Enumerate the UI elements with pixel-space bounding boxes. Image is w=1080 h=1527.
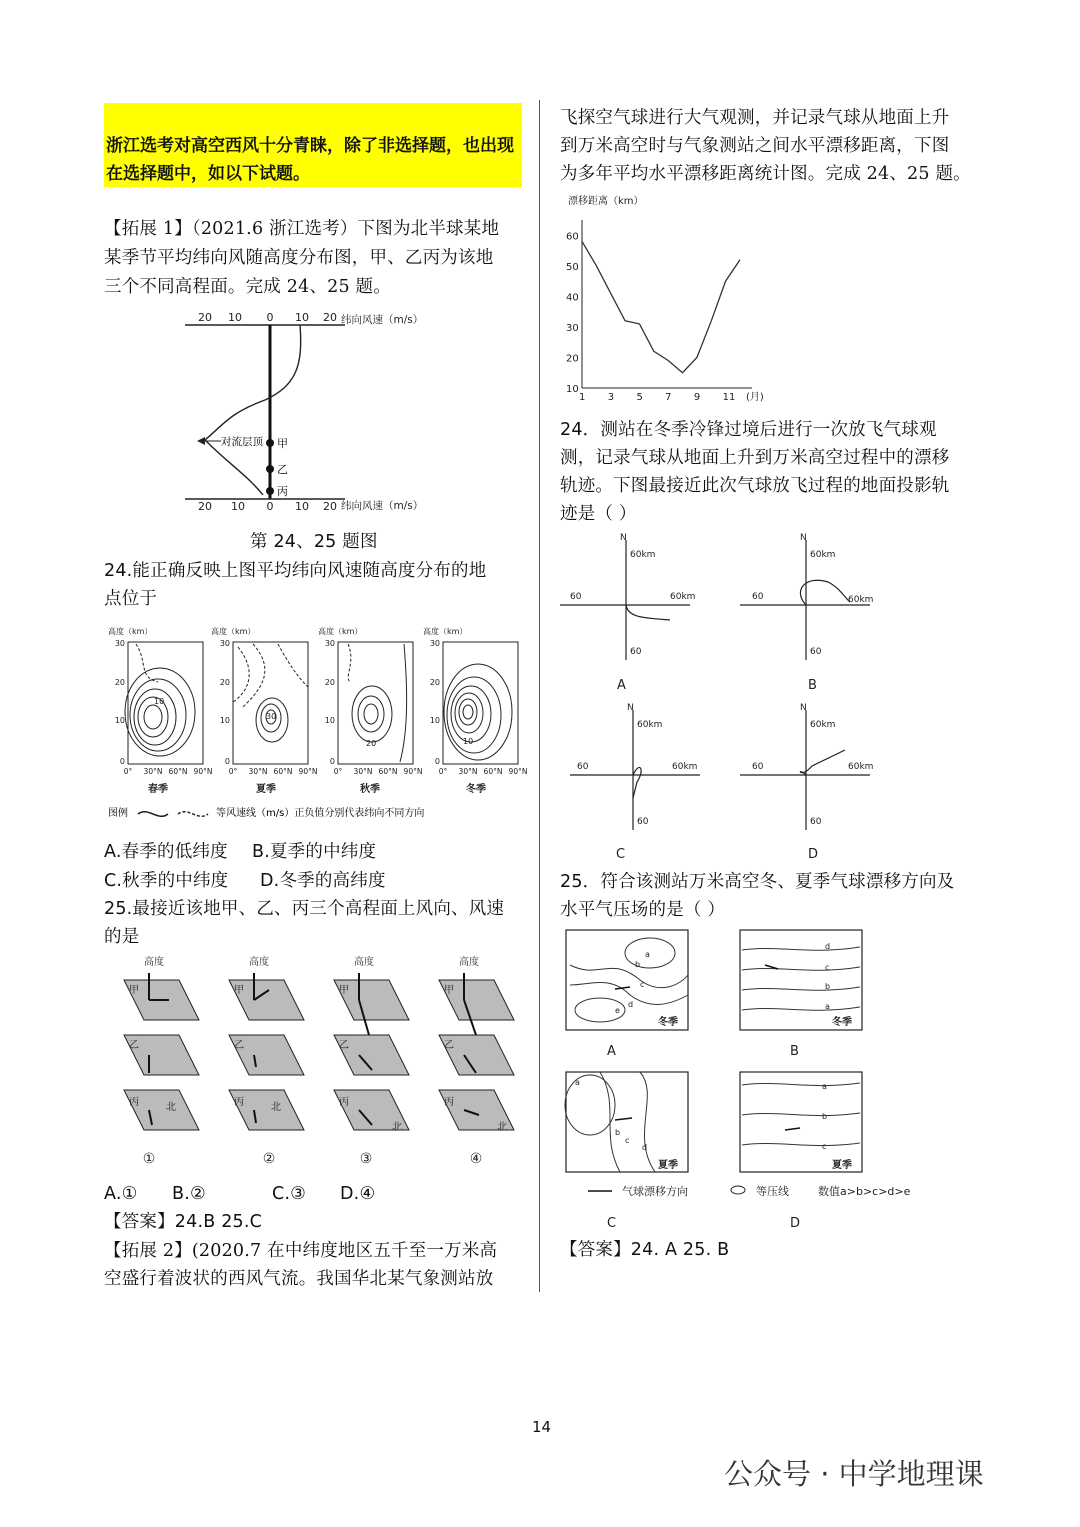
- svg-text:20: 20: [429, 678, 440, 687]
- q25-line-1: 25.最接近该地甲、乙、丙三个高程面上风向、风速: [104, 899, 505, 919]
- top-tick: 10: [295, 311, 309, 324]
- bottom-tick: 20: [323, 500, 337, 513]
- svg-text:60°N: 60°N: [168, 767, 188, 776]
- point-bing: 丙: [277, 485, 288, 498]
- svg-text:d: d: [825, 942, 831, 951]
- svg-text:冬季: 冬季: [832, 1017, 852, 1028]
- rq25-line-2: 水平气压场的是（ ）: [560, 900, 726, 920]
- column-divider: [539, 100, 540, 1292]
- svg-text:60km: 60km: [810, 720, 836, 730]
- bottom-axis-label: 纬向风速（m/s）: [341, 500, 424, 512]
- svg-text:0°: 0°: [438, 767, 448, 776]
- svg-text:0: 0: [329, 757, 335, 766]
- svg-text:高度: 高度: [459, 957, 479, 968]
- svg-text:0°: 0°: [228, 767, 238, 776]
- traj-label-a: A: [617, 678, 626, 693]
- wind-planes-figure: [104, 955, 529, 1170]
- trajectory-figure: [560, 530, 900, 865]
- svg-text:北: 北: [166, 1102, 176, 1113]
- q25-opt-d: D.④: [340, 1184, 376, 1204]
- svg-text:北: 北: [392, 1122, 402, 1133]
- svg-text:10: 10: [114, 716, 125, 725]
- svg-text:a: a: [575, 1078, 580, 1087]
- svg-text:甲: 甲: [339, 985, 349, 996]
- season-spring: 春季: [148, 784, 168, 795]
- svg-text:乙: 乙: [444, 1040, 454, 1051]
- xtick-label: 7: [665, 392, 672, 403]
- drift-series-line: [582, 241, 740, 372]
- svg-text:丙: 丙: [129, 1097, 139, 1108]
- svg-text:c: c: [825, 963, 830, 972]
- ext1-line-3: 三个不同高程面。完成 24、25 题。: [104, 277, 391, 297]
- bottom-tick: 10: [231, 500, 245, 513]
- svg-text:0°: 0°: [123, 767, 133, 776]
- xtick-label: 3: [607, 392, 615, 403]
- traj-a: [626, 605, 670, 620]
- q24-line-1: 24.能正确反映上图平均纬向风速随高度分布的地: [104, 561, 487, 581]
- fig1-caption: 第 24、25 题图: [250, 532, 378, 552]
- traj-c: [633, 767, 641, 798]
- svg-text:0: 0: [434, 757, 440, 766]
- svg-text:20: 20: [366, 739, 377, 748]
- svg-text:60°N: 60°N: [378, 767, 398, 776]
- press-label-d: D: [790, 1216, 801, 1231]
- point-jia: 甲: [277, 437, 288, 450]
- svg-text:60km: 60km: [810, 550, 836, 560]
- q25-opt-b: B.②: [172, 1184, 206, 1204]
- ext2-line-1: 【拓展 2】(2020.7 在中纬度地区五千至一万米高: [104, 1241, 498, 1261]
- svg-text:20: 20: [219, 678, 230, 687]
- svg-text:60: 60: [577, 762, 589, 772]
- svg-text:90°N: 90°N: [508, 767, 528, 776]
- svg-text:60°N: 60°N: [483, 767, 503, 776]
- svg-text:a: a: [822, 1082, 827, 1091]
- svg-text:30: 30: [429, 639, 440, 648]
- legend-value: 数值a>b>c>d>e: [818, 1185, 911, 1198]
- svg-text:90°N: 90°N: [193, 767, 213, 776]
- svg-text:d: d: [628, 1000, 634, 1009]
- svg-text:a: a: [825, 1002, 830, 1011]
- svg-text:丙: 丙: [339, 1097, 349, 1108]
- svg-text:c: c: [640, 980, 645, 989]
- svg-text:30: 30: [324, 639, 335, 648]
- svg-text:北: 北: [497, 1122, 507, 1133]
- svg-text:N: N: [800, 703, 807, 713]
- svg-text:30: 30: [219, 639, 230, 648]
- intro-line-2: 到万米高空时与气象测站之间水平漂移距离，下图: [560, 136, 950, 156]
- rq24-line-4: 迹是（ ）: [560, 504, 637, 524]
- footer-watermark: 公众号 · 中学地理课: [724, 1457, 984, 1491]
- contour-panel-summer: [233, 642, 308, 764]
- svg-text:N: N: [627, 703, 634, 713]
- option-num-1: ①: [142, 1151, 156, 1167]
- svg-text:60: 60: [810, 647, 822, 657]
- svg-text:甲: 甲: [234, 985, 244, 996]
- rq25-line-1: 25．符合该测站万米高空冬、夏季气球漂移方向及: [560, 872, 955, 892]
- svg-text:高度: 高度: [144, 957, 164, 968]
- legend-prefix: 图例: [108, 808, 128, 819]
- xtick-label: 9: [693, 392, 701, 403]
- point-yi: 乙: [277, 463, 288, 476]
- svg-text:10: 10: [463, 737, 474, 746]
- svg-text:90°N: 90°N: [403, 767, 423, 776]
- svg-text:乙: 乙: [234, 1040, 244, 1051]
- svg-text:甲: 甲: [444, 985, 454, 996]
- pressure-field-figure: [560, 925, 980, 1235]
- svg-text:高度（km）: 高度（km）: [211, 627, 256, 636]
- svg-text:北: 北: [271, 1102, 281, 1113]
- option-num-4: ④: [469, 1151, 483, 1167]
- ytick-label: 40: [566, 292, 579, 304]
- svg-text:60: 60: [630, 647, 642, 657]
- svg-text:60: 60: [570, 592, 582, 602]
- contour-panel-winter: [443, 642, 518, 764]
- svg-text:高度: 高度: [249, 957, 269, 968]
- banner-text: 浙江选考对高空西风十分青睐，除了非选择题，也出现在选择题中，如以下试题。: [106, 136, 514, 184]
- svg-text:90°N: 90°N: [298, 767, 318, 776]
- traj-d: [800, 750, 845, 775]
- svg-text:0: 0: [224, 757, 230, 766]
- ytick-label: 60: [566, 231, 579, 243]
- svg-text:10: 10: [219, 716, 230, 725]
- season-autumn: 秋季: [360, 784, 380, 795]
- svg-text:20: 20: [324, 678, 335, 687]
- svg-text:丙: 丙: [234, 1097, 244, 1108]
- svg-text:高度（km）: 高度（km）: [318, 627, 363, 636]
- svg-text:甲: 甲: [129, 985, 139, 996]
- svg-text:60km: 60km: [848, 762, 874, 772]
- svg-text:10: 10: [429, 716, 440, 725]
- intro-line-1: 飞探空气球进行大气观测，并记录气球从地面上升: [560, 108, 950, 128]
- xtick-label: 5: [636, 392, 643, 403]
- svg-text:高度: 高度: [354, 957, 374, 968]
- press-label-c: C: [607, 1216, 617, 1231]
- option-num-3: ③: [359, 1151, 373, 1167]
- top-tick: 20: [323, 311, 337, 324]
- legend-isobar: 等压线: [756, 1185, 789, 1198]
- top-axis-label: 纬向风速（m/s）: [341, 314, 424, 326]
- svg-text:高度（km）: 高度（km）: [423, 627, 468, 636]
- traj-label-d: D: [808, 847, 819, 862]
- svg-text:b: b: [825, 982, 831, 991]
- svg-text:30°N: 30°N: [248, 767, 268, 776]
- svg-text:0: 0: [119, 757, 125, 766]
- top-tick: 0: [266, 311, 274, 324]
- q25-opt-a: A.①: [104, 1184, 138, 1204]
- rq24-line-2: 测，记录气球从地面上升到万米高空过程中的漂移: [560, 448, 950, 468]
- option-num-2: ②: [262, 1151, 276, 1167]
- rq24-line-3: 轨迹。下图最接近此次气球放飞过程的地面投影轨: [560, 476, 950, 496]
- ytick-label: 50: [566, 261, 579, 273]
- bottom-tick: 0: [266, 500, 274, 513]
- ext1-line-2: 某季节平均纬向风随高度分布图，甲、乙丙为该地: [104, 248, 494, 268]
- q24-line-2: 点位于: [104, 589, 158, 609]
- ytick-label: 20: [566, 353, 579, 365]
- svg-text:夏季: 夏季: [832, 1160, 852, 1171]
- svg-text:60km: 60km: [670, 592, 696, 602]
- svg-text:60: 60: [752, 592, 764, 602]
- svg-text:0°: 0°: [333, 767, 343, 776]
- answer-2: 【答案】24. A 25. B: [560, 1240, 730, 1260]
- svg-text:60: 60: [752, 762, 764, 772]
- svg-text:b: b: [635, 960, 641, 969]
- traj-b: [800, 580, 850, 605]
- svg-text:60km: 60km: [672, 762, 698, 772]
- svg-text:30°N: 30°N: [353, 767, 373, 776]
- q25-opt-c: C.③: [272, 1184, 307, 1204]
- q25-line-2: 的是: [104, 927, 140, 947]
- ext1-line-1: 【拓展 1】（2021.6 浙江选考）下图为北半球某地: [104, 219, 500, 239]
- svg-text:乙: 乙: [339, 1040, 349, 1051]
- svg-text:c: c: [822, 1142, 827, 1151]
- svg-text:60km: 60km: [637, 720, 663, 730]
- svg-text:N: N: [620, 533, 627, 543]
- legend-arrow: 气球漂移方向: [622, 1185, 688, 1198]
- q24-opt-c: C.秋季的中纬度: [104, 871, 229, 891]
- xtick-label: 11: [722, 392, 736, 403]
- svg-text:e: e: [615, 1006, 620, 1015]
- legend-text: 等风速线（m/s）正负值分别代表纬向不同方向: [216, 808, 425, 819]
- wind-profile-figure: [175, 305, 445, 520]
- season-summer: 夏季: [256, 784, 276, 795]
- tropopause-label: 对流层顶: [221, 436, 263, 448]
- svg-text:30°N: 30°N: [458, 767, 478, 776]
- svg-text:N: N: [800, 533, 807, 543]
- svg-text:60°N: 60°N: [273, 767, 293, 776]
- svg-text:冬季: 冬季: [658, 1017, 678, 1028]
- season-winter: 冬季: [466, 784, 486, 795]
- ytick-label: 30: [566, 322, 579, 334]
- ytick-label: 10: [566, 384, 579, 395]
- drift-distance-chart: [560, 190, 764, 410]
- svg-text:30°N: 30°N: [143, 767, 163, 776]
- bottom-tick: 20: [198, 500, 212, 513]
- svg-text:10: 10: [154, 697, 165, 706]
- svg-text:b: b: [822, 1112, 828, 1121]
- rq24-line-1: 24．测站在冬季冷锋过境后进行一次放飞气球观: [560, 420, 937, 440]
- contour-ylabel: 高度（km）: [108, 627, 153, 636]
- svg-text:a: a: [645, 950, 650, 959]
- chart-ylabel: 漂移距离（km）: [568, 196, 644, 207]
- svg-text:d: d: [642, 1143, 648, 1152]
- svg-text:30: 30: [114, 639, 125, 648]
- svg-text:夏季: 夏季: [658, 1160, 678, 1171]
- q24-opt-d: D.冬季的高纬度: [260, 871, 386, 891]
- svg-text:30: 30: [266, 712, 277, 721]
- top-tick: 10: [228, 311, 242, 324]
- svg-text:丙: 丙: [444, 1097, 454, 1108]
- svg-text:60: 60: [810, 817, 822, 827]
- bottom-tick: 10: [295, 500, 309, 513]
- svg-text:10: 10: [324, 716, 335, 725]
- svg-text:乙: 乙: [129, 1040, 139, 1051]
- svg-text:60km: 60km: [630, 550, 656, 560]
- svg-text:b: b: [615, 1128, 621, 1137]
- traj-label-b: B: [808, 678, 817, 693]
- traj-label-c: C: [616, 847, 626, 862]
- top-tick: 20: [198, 311, 212, 324]
- xtick-label: 1: [579, 392, 586, 403]
- q24-opt-b: B.夏季的中纬度: [252, 842, 377, 862]
- seasonal-contour-figure: [108, 622, 533, 827]
- svg-text:60km: 60km: [848, 595, 874, 605]
- page-number: 14: [532, 1418, 552, 1436]
- ext2-line-2: 空盛行着波状的西风气流。我国华北某气象测站放: [104, 1269, 494, 1289]
- chart-xlabel: (月): [746, 392, 764, 403]
- intro-line-3: 为多年平均水平漂移距离统计图。完成 24、25 题。: [560, 164, 971, 184]
- q24-opt-a: A.春季的低纬度: [104, 842, 228, 862]
- answer-1: 【答案】24.B 25.C: [104, 1212, 263, 1232]
- svg-text:20: 20: [114, 678, 125, 687]
- svg-text:c: c: [625, 1136, 630, 1145]
- press-label-b: B: [790, 1044, 799, 1059]
- press-label-a: A: [607, 1044, 616, 1059]
- svg-text:60: 60: [637, 817, 649, 827]
